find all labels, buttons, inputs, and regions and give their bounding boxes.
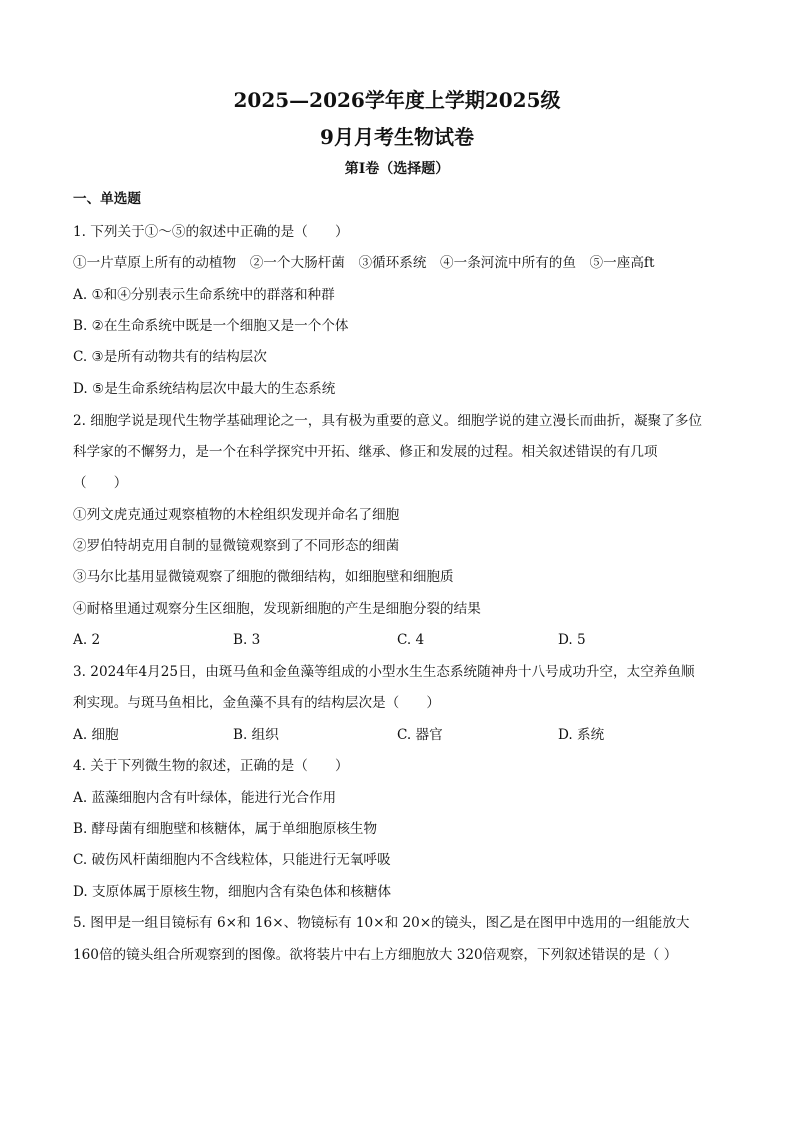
question-2-option-a: A. 2 [73, 632, 101, 648]
question-2-item-4: ④耐格里通过观察分生区细胞，发现新细胞的产生是细胞分裂的结果 [73, 601, 481, 617]
question-3-option-d: D. 系统 [558, 727, 605, 743]
question-2-stem-line3: （ ） [73, 475, 128, 491]
question-4-stem: 4. 关于下列微生物的叙述，正确的是（ ） [73, 758, 349, 774]
question-2-item-2: ②罗伯特胡克用自制的显微镜观察到了不同形态的细菌 [73, 538, 400, 554]
question-1-stem: 1. 下列关于①～⑤的叙述中正确的是（ ） [73, 224, 349, 240]
question-5-stem-line2: 160倍的镜头组合所观察到的图像。欲将装片中右上方细胞放大 320倍观察，下列叙述错误的是（ ） [73, 947, 678, 963]
question-3-option-c: C. 器官 [397, 727, 443, 743]
question-5-stem-line1: 5. 图甲是一组目镜标有 6×和 16×、物镜标有 10×和 20×的镜头，图乙是在图甲中选用的一组能放大 [73, 915, 690, 931]
question-2-option-d: D. 5 [558, 632, 586, 648]
question-1-items: ①一片草原上所有的动植物 ②一个大肠杆菌 ③循环系统 ④一条河流中所有的鱼 ⑤一座高ft [73, 255, 655, 271]
question-3-option-a: A. 细胞 [73, 727, 119, 743]
exam-title: 2025—2026学年度上学期2025级 [233, 88, 561, 112]
question-3-stem-line1: 3. 2024年4月25日，由斑马鱼和金鱼藻等组成的小型水生生态系统随神舟十八号成功升空，太空养鱼顺 [73, 664, 695, 680]
question-2-item-3: ③马尔比基用显微镜观察了细胞的微细结构，如细胞壁和细胞质 [73, 569, 454, 585]
question-4-option-b: B. 酵母菌有细胞壁和核糖体，属于单细胞原核生物 [73, 821, 378, 837]
question-2-item-1: ①列文虎克通过观察植物的木栓组织发现并命名了细胞 [73, 507, 400, 523]
volume-heading: 第I卷（选择题） [344, 161, 450, 177]
question-2-stem-line1: 2. 细胞学说是现代生物学基础理论之一，具有极为重要的意义。细胞学说的建立漫长而曲折，凝聚了多位 [73, 413, 703, 429]
question-2-option-b: B. 3 [233, 632, 261, 648]
question-2-option-c: C. 4 [397, 632, 425, 648]
question-3-option-b: B. 组织 [233, 727, 279, 743]
section-heading: 一、单选题 [73, 191, 141, 207]
question-1-option-c: C. ③是所有动物共有的结构层次 [73, 349, 267, 365]
exam-subtitle: 9月月考生物试卷 [320, 125, 474, 149]
question-4-option-a: A. 蓝藻细胞内含有叶绿体，能进行光合作用 [73, 790, 337, 806]
question-1-option-a: A. ①和④分别表示生命系统中的群落和种群 [73, 287, 335, 303]
question-4-option-d: D. 支原体属于原核生物，细胞内含有染色体和核糖体 [73, 884, 392, 900]
question-1-option-b: B. ②在生命系统中既是一个细胞又是一个个体 [73, 318, 349, 334]
question-1-option-d: D. ⑤是生命系统结构层次中最大的生态系统 [73, 381, 336, 397]
question-3-stem-line2: 利实现。与斑马鱼相比，金鱼藻不具有的结构层次是（ ） [73, 695, 441, 711]
question-4-option-c: C. 破伤风杆菌细胞内不含线粒体，只能进行无氧呼吸 [73, 852, 391, 868]
question-2-stem-line2: 科学家的不懈努力，是一个在科学探究中开拓、继承、修正和发展的过程。相关叙述错误的有几项 [73, 444, 658, 460]
